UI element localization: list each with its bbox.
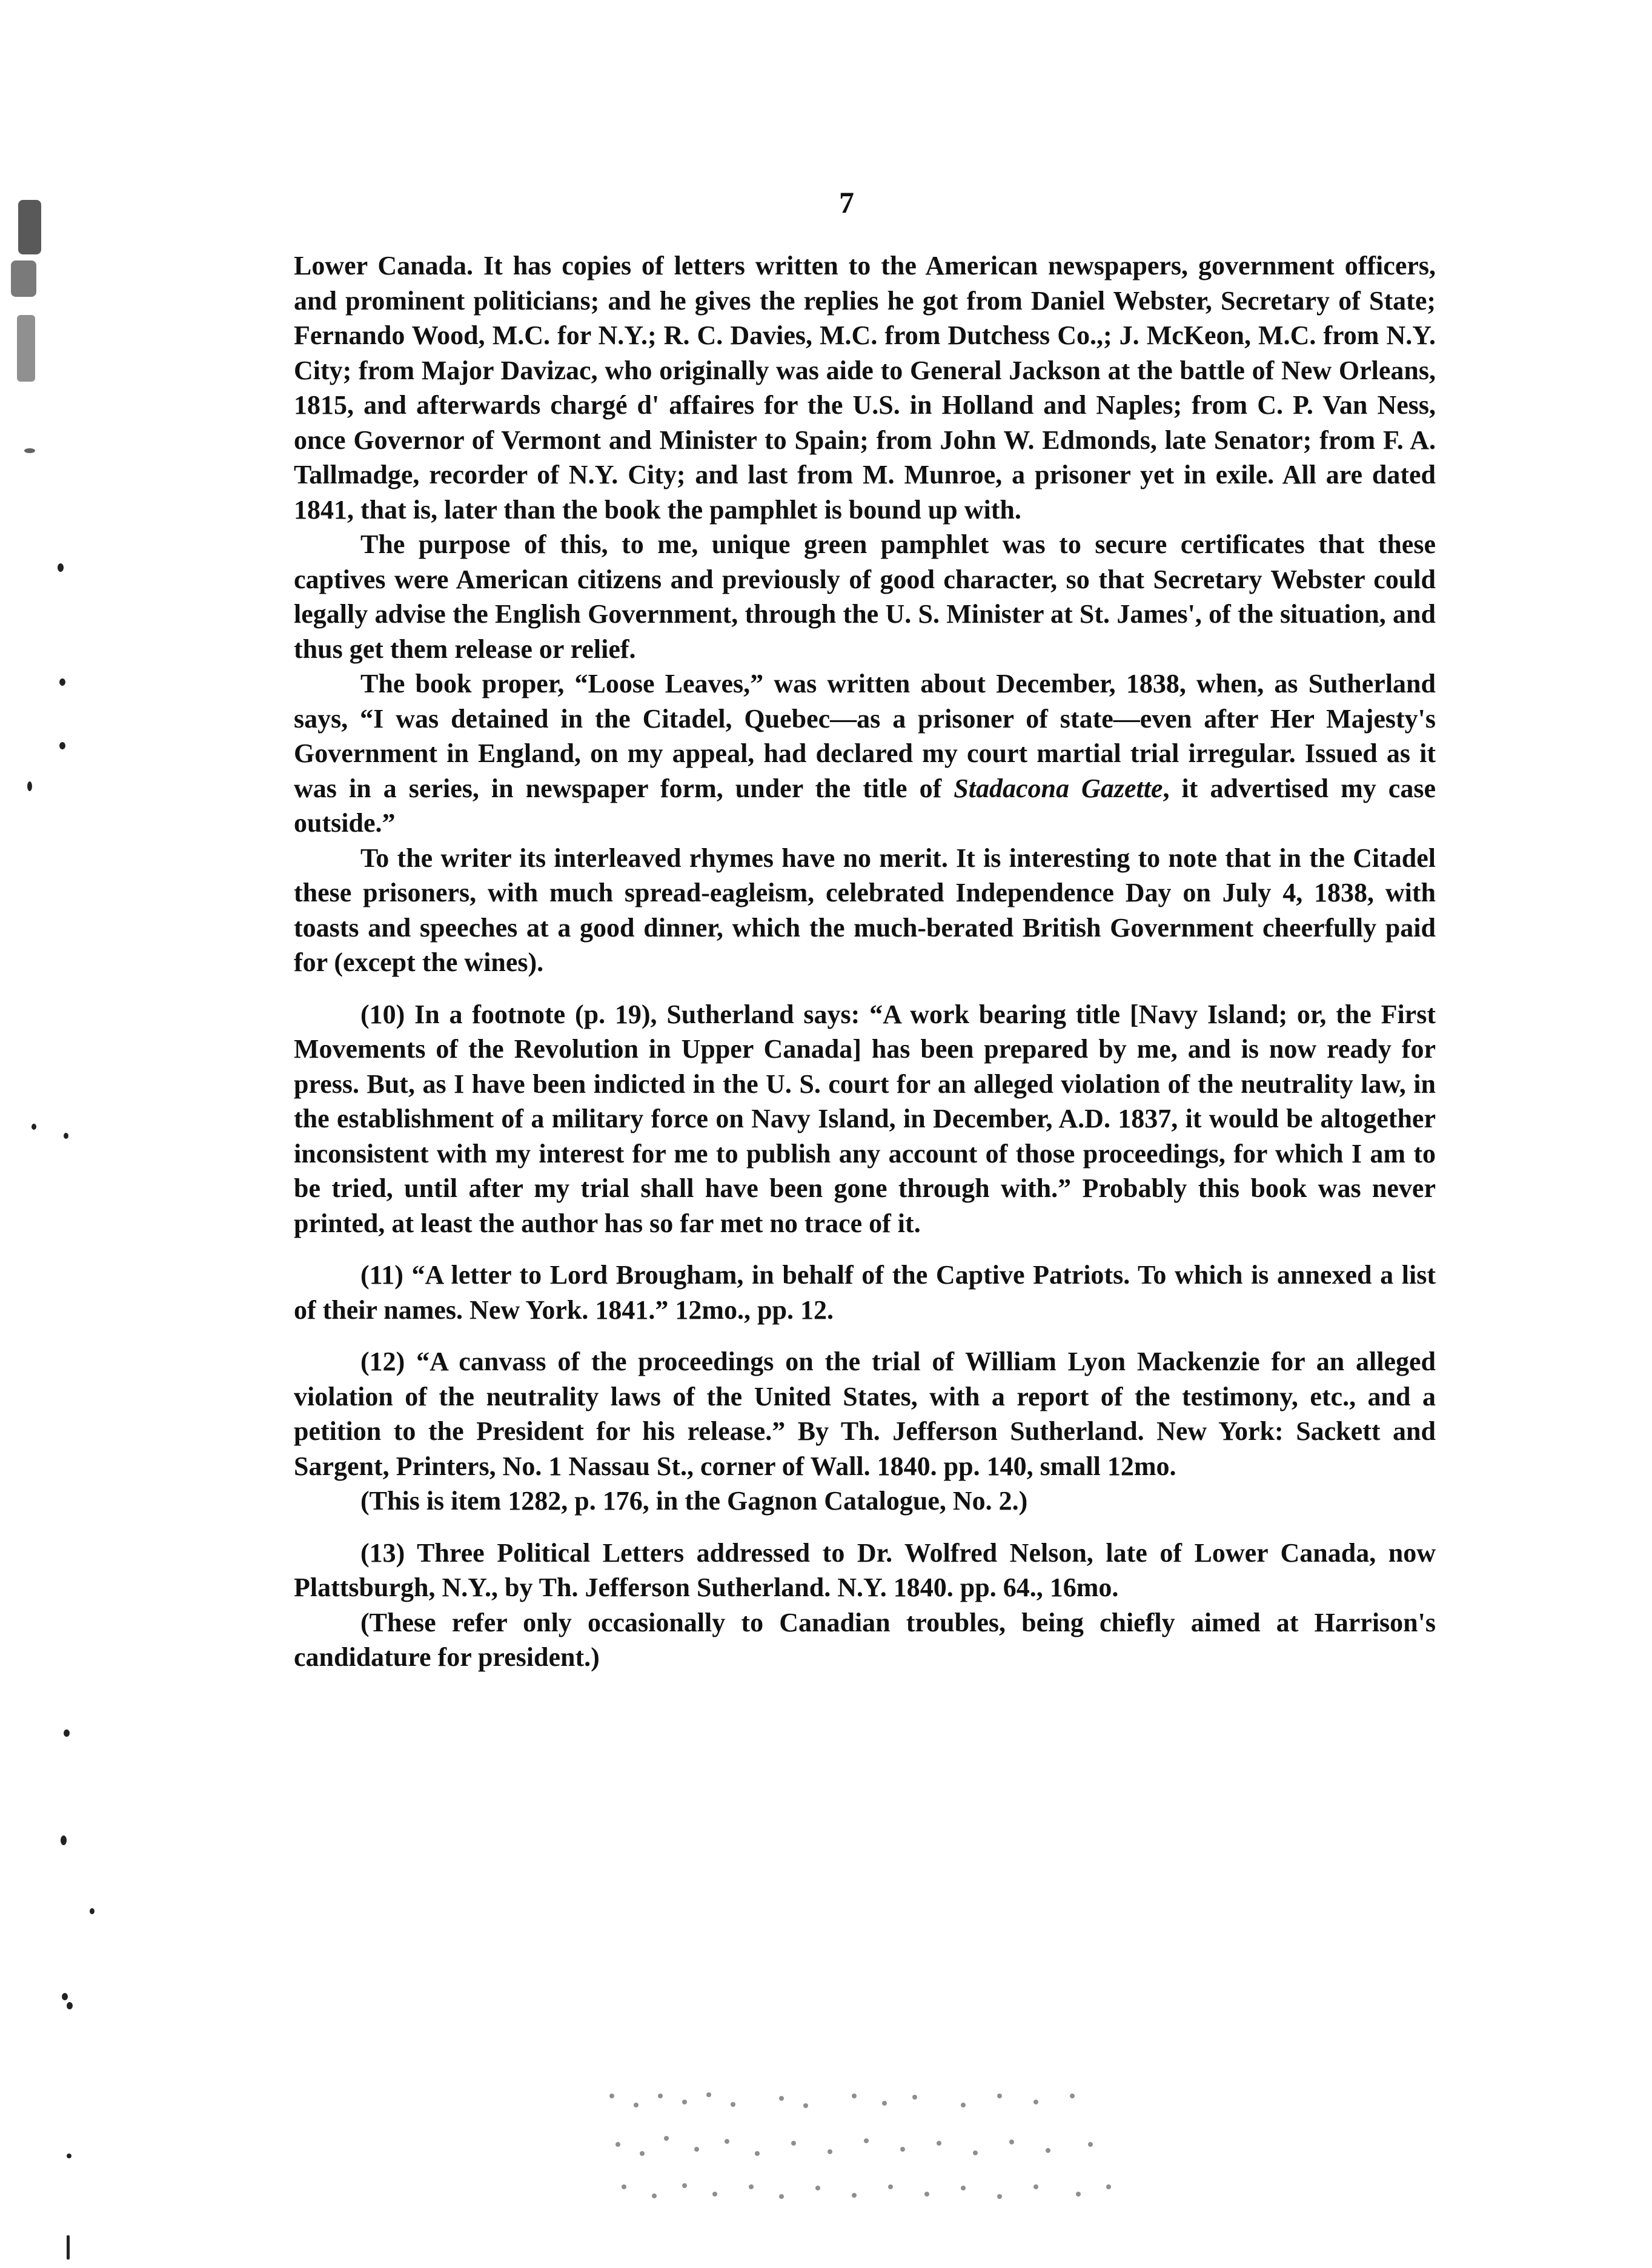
paragraph — [294, 666, 1436, 841]
perforation-stamp-icon — [600, 2078, 1133, 2217]
paragraph: Lower Canada. It has copies of letters written to the American newspapers, government officers, and prominent politicians; and he gives the replies he got from Daniel Webster, Secretary of State; Fernando Wood, M.C. for N.Y.; R. C. Davies, M.C. from Dutchess Co.,; J. McKeon, M.C. from N.Y. City; from Major Davizac, who originally was aide to General Jackson at the battle of New Orleans, 1815, and afterwards chargé d' affaires for the U.S. in Holland and Naples; from C. P. Van Ness, once Governor of Vermont and Minister to Spain; from John W. Edmonds, late Senator; from F. A. Tallmadge, recorder of N.Y. City; and last from M. Munroe, a prisoner yet in exile. All are dated 1841, that is, later than the book the pamphlet is bound up with. — [294, 251, 1436, 525]
page-number: 7 — [839, 185, 854, 219]
paragraph: (These refer only occasionally to Canadian troubles, being chiefly aimed at Harrison's candidature for president.) — [294, 1607, 1436, 1672]
body-text — [294, 248, 1436, 1675]
italic-title: Stadacona Gazette — [954, 773, 1163, 803]
paragraph-text: The book proper, “Loose Leaves,” was written about December, 1838, when, as Sutherland says, “I was detained in the Citadel, Quebec—as a prisoner of state—even after Her Majesty's Government in England, on my appeal, had declared my court martial trial irregular. Issued as it was in a series, in newspaper form, under the title of — [294, 669, 1436, 803]
paragraph-text: , it advertised my case outside.” — [294, 773, 1436, 838]
margin-specks — [0, 0, 97, 2268]
paragraph: (This is item 1282, p. 176, in the Gagnon Catalogue, No. 2.) — [360, 1486, 1028, 1516]
paragraph: (12) “A canvass of the proceedings on the trial of William Lyon Mackenzie for an alleged violation of the neutrality laws of the United States, with a report of the testimony, etc., and a petition to the President for his release.” By Th. Jefferson Sutherland. New York: Sackett and Sargent, Printers, No. 1 Nassau St., corner of Wall. 1840. pp. 140, small 12mo. — [294, 1347, 1436, 1481]
paragraph: (10) In a footnote (p. 19), Sutherland says: “A work bearing title [Navy Island; or, the First Movements of the Revolution in Upper Canada] has been prepared by me, and is now ready for press. But, as I have been indicted in the U. S. court for an alleged violation of the neutrality law, in the establishment of a military force on Navy Island, in December, A.D. 1837, it would be altogether inconsistent with my interest for me to publish any account of those proceedings, for which I am to be tried, until after my trial shall have been gone through with.” Probably this book was never printed, at least the author has so far met no trace of it. — [294, 999, 1436, 1238]
paragraph: The purpose of this, to me, unique green pamphlet was to secure certificates that these captives were American citizens and previously of good character, so that Secretary Webster could legally advise the English Government, through the U. S. Minister at St. James', of the situation, and thus get them release or relief. — [294, 529, 1436, 664]
paragraph: (13) Three Political Letters addressed to Dr. Wolfred Nelson, late of Lower Canada, now Plattsburgh, N.Y., by Th. Jefferson Sutherland. N.Y. 1840. pp. 64., 16mo. — [294, 1537, 1436, 1602]
paragraph: (11) “A letter to Lord Brougham, in behalf of the Captive Patriots. To which is annexed a list of their names. New York. 1841.” 12mo., pp. 12. — [294, 1260, 1436, 1325]
paragraph: To the writer its interleaved rhymes have no merit. It is interesting to note that in the Citadel these prisoners, with much spread-eagleism, celebrated Independence Day on July 4, 1838, with toasts and speeches at a good dinner, which the much-berated British Government cheerfully paid for (except the wines). — [294, 843, 1436, 977]
